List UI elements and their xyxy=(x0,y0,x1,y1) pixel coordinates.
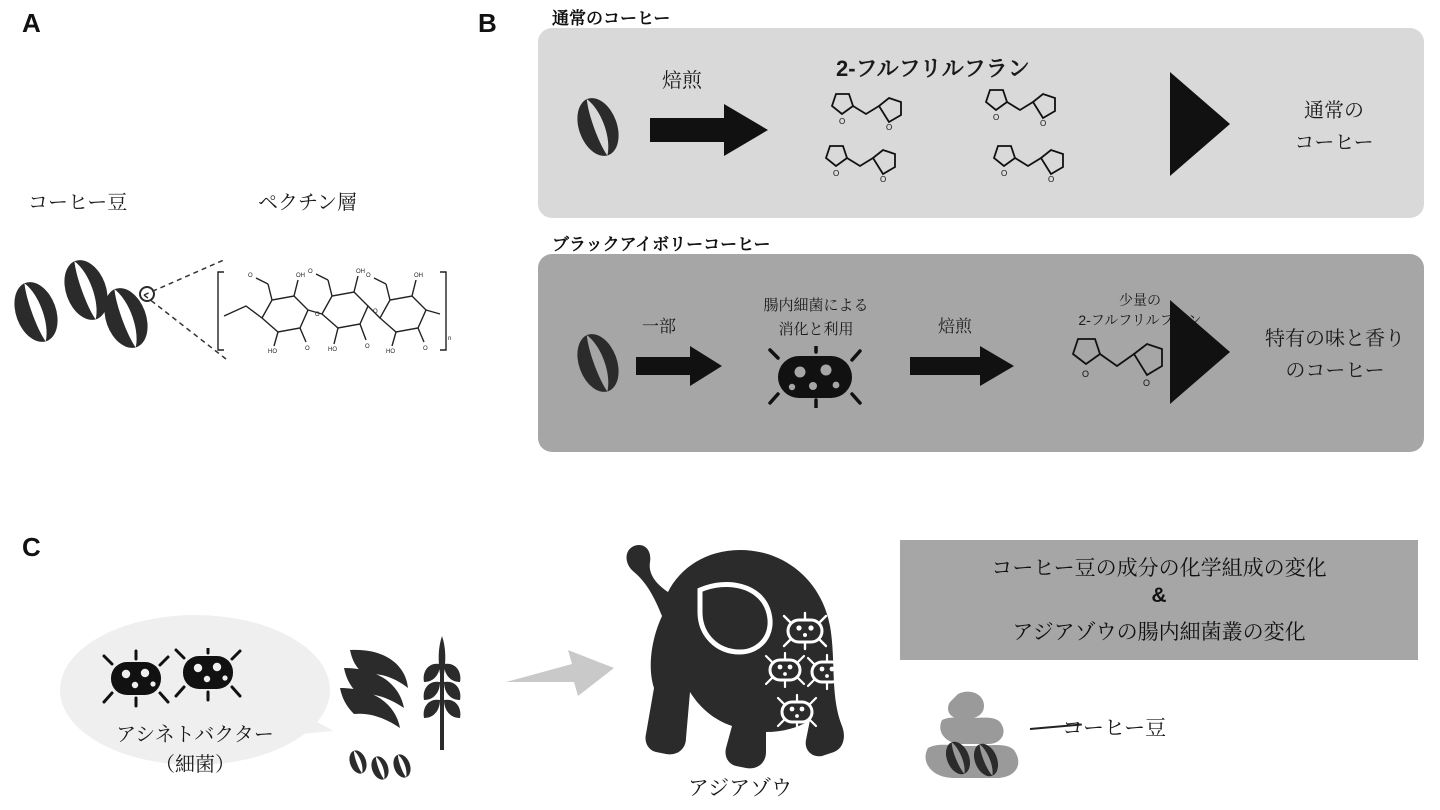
panel-a xyxy=(0,0,470,420)
row2-step1-label: 一部 xyxy=(642,317,676,336)
svg-text:O: O xyxy=(365,344,370,350)
bacteria-label-line1: アシネトバクター xyxy=(116,724,274,746)
panel-b-letter: B xyxy=(478,8,497,38)
panel-c xyxy=(0,500,1440,810)
row2-arrow1-icon xyxy=(636,346,724,386)
row1-roast-label: 焙煎 xyxy=(662,70,702,92)
svg-text:HO: HO xyxy=(268,349,277,355)
elephant-label: アジアゾウ xyxy=(687,777,793,800)
svg-text:O: O xyxy=(1048,175,1055,184)
svg-text:O: O xyxy=(1143,378,1151,388)
pectin-layer-label: ペクチン層 xyxy=(258,192,357,214)
row1-result-line1: 通常の xyxy=(1304,100,1364,122)
row1-title: 通常のコーヒー xyxy=(552,9,671,28)
svg-text:n: n xyxy=(448,336,452,342)
row2-step2-line2: 消化と利用 xyxy=(778,321,854,338)
svg-text:O: O xyxy=(366,273,371,279)
svg-text:O: O xyxy=(1001,169,1008,178)
svg-text:O: O xyxy=(423,346,428,352)
row2-bean-icon xyxy=(568,328,628,398)
coffee-bean-label: コーヒー豆 xyxy=(28,192,128,214)
svg-text:O: O xyxy=(886,123,893,132)
svg-text:O: O xyxy=(1082,369,1090,379)
row2-result-triangle xyxy=(1170,300,1230,404)
asian-elephant-icon xyxy=(590,520,890,790)
row2-compound-line2: 2-フルフリルフラン xyxy=(1078,312,1202,328)
row1-bean-icon xyxy=(568,92,628,162)
svg-text:O: O xyxy=(880,175,887,184)
gut-bacterium-icon xyxy=(768,346,864,408)
panel-c-letter: C xyxy=(22,532,41,562)
row1-result-triangle xyxy=(1170,72,1230,176)
svg-text:OH: OH xyxy=(296,273,305,279)
svg-text:O: O xyxy=(833,169,840,178)
outcome-line1: コーヒー豆の成分の化学組成の変化 xyxy=(991,557,1327,580)
acinetobacter-icon xyxy=(100,648,250,710)
row2-result-line1: 特有の味と香り xyxy=(1265,328,1405,350)
svg-text:HO: HO xyxy=(328,347,337,353)
dung-bean-label: コーヒー豆 xyxy=(1062,717,1167,740)
svg-text:O: O xyxy=(315,312,320,318)
svg-text:O: O xyxy=(839,117,846,126)
svg-text:O: O xyxy=(248,273,253,279)
row2-result-line2: のコーヒー xyxy=(1285,360,1385,382)
bacteria-label-line2: （細菌） xyxy=(155,754,235,776)
svg-text:OH: OH xyxy=(414,273,423,279)
outcome-ampersand: & xyxy=(1151,584,1167,607)
row2-step3-label: 焙煎 xyxy=(938,317,972,336)
svg-text:HO: HO xyxy=(386,349,395,355)
svg-text:O: O xyxy=(1040,119,1047,128)
svg-text:OH: OH xyxy=(356,269,365,275)
outcome-box xyxy=(900,540,1418,660)
row2-step2-line1: 腸内細菌による xyxy=(763,297,869,314)
outcome-line2: アジアゾウの腸内細菌叢の変化 xyxy=(1012,621,1306,644)
row1-arrow-icon xyxy=(650,104,770,156)
panel-a-letter: A xyxy=(22,8,41,38)
svg-text:O: O xyxy=(993,113,1000,122)
row1-compound-label: 2-フルフリルフラン xyxy=(836,56,1030,81)
pectin-structure-diagram xyxy=(212,258,452,363)
svg-text:O: O xyxy=(308,269,313,275)
row2-title: ブラックアイボリーコーヒー xyxy=(552,235,771,254)
elephant-food-icon xyxy=(330,630,490,790)
row1-molecules xyxy=(824,88,1134,208)
dung-with-beans-icon xyxy=(912,688,1032,798)
row1-result-line2: コーヒー xyxy=(1294,132,1374,154)
svg-text:O: O xyxy=(305,346,310,352)
row2-arrow2-icon xyxy=(910,346,1016,386)
svg-text:O: O xyxy=(373,309,378,315)
row2-compound-line1: 少量の xyxy=(1119,292,1161,308)
panel-b xyxy=(470,0,1440,480)
